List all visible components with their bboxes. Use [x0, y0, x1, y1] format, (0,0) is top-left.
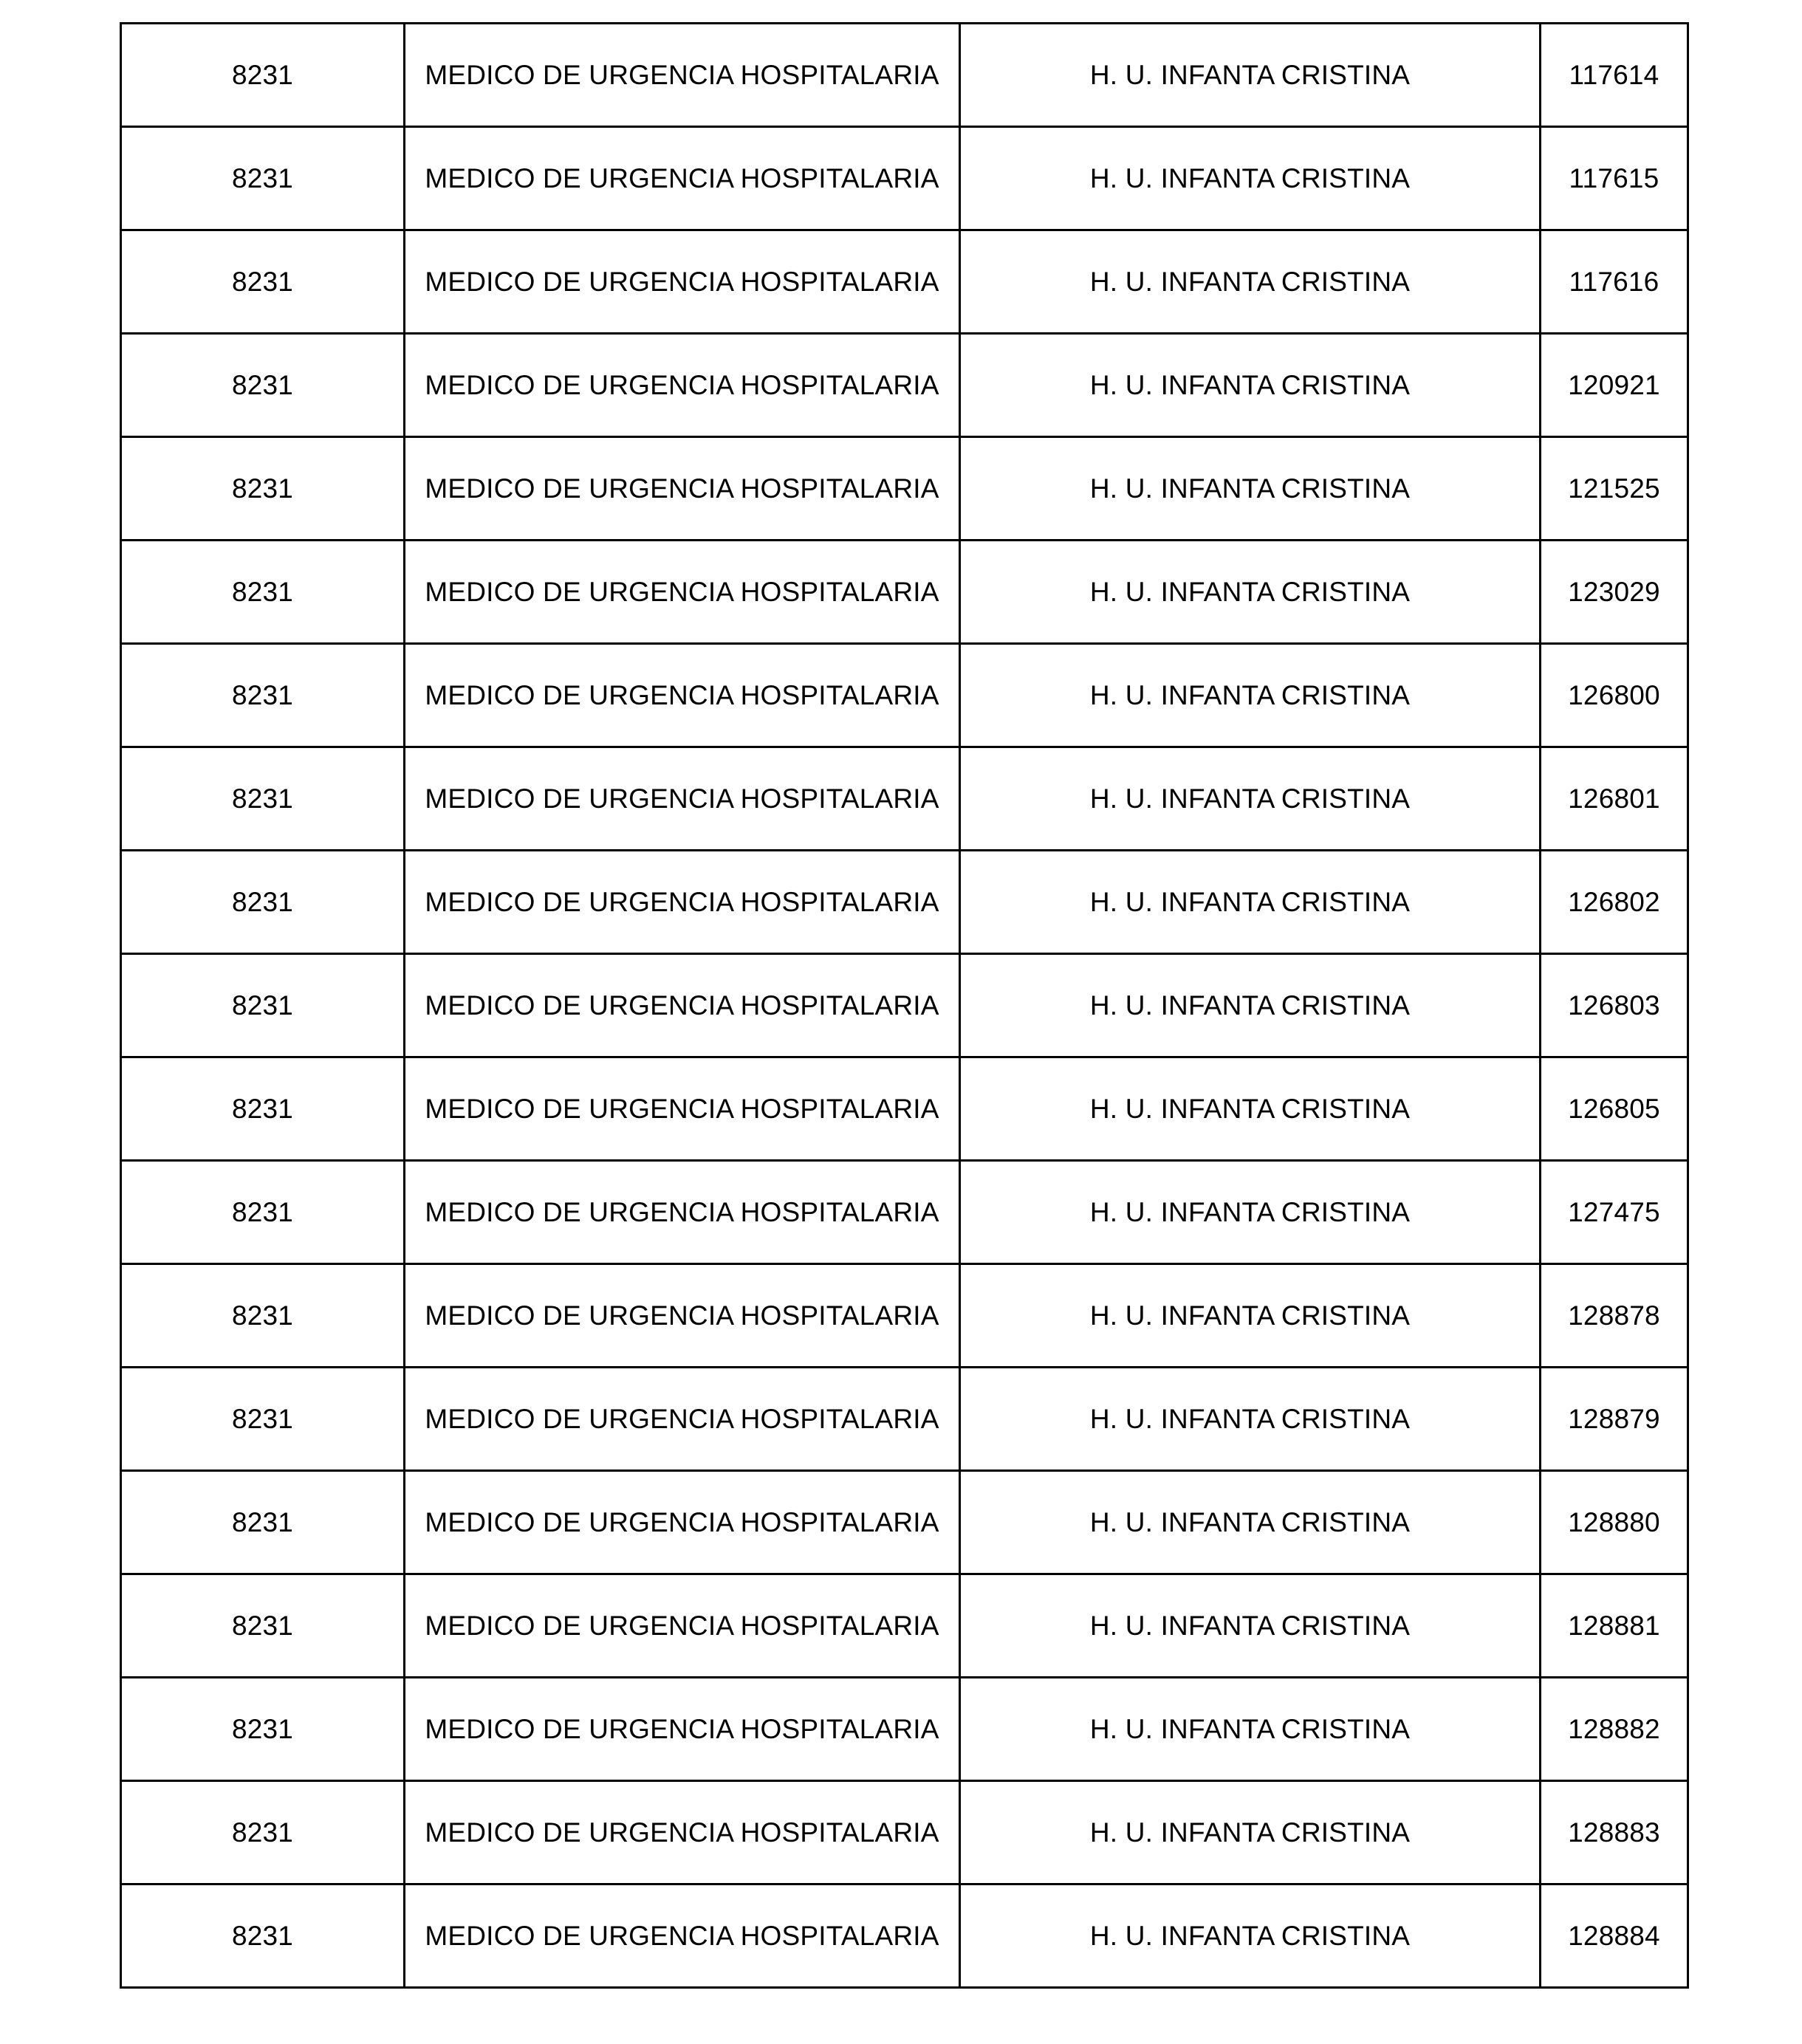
cell-id: 121525: [1541, 437, 1688, 541]
cell-id: 128883: [1541, 1781, 1688, 1884]
cell-center: H. U. INFANTA CRISTINA: [960, 644, 1541, 747]
cell-role: MEDICO DE URGENCIA HOSPITALARIA: [405, 747, 960, 851]
table-row: [121, 334, 1688, 437]
cell-code: 8231: [121, 644, 405, 747]
table-row: [121, 1678, 1688, 1781]
cell-center: H. U. INFANTA CRISTINA: [960, 541, 1541, 644]
cell-id: 117615: [1541, 127, 1688, 230]
table-row: [121, 1471, 1688, 1574]
cell-code: 8231: [121, 1264, 405, 1368]
cell-code: 8231: [121, 1678, 405, 1781]
cell-role: MEDICO DE URGENCIA HOSPITALARIA: [405, 437, 960, 541]
cell-code: 8231: [121, 1781, 405, 1884]
cell-id: 128882: [1541, 1678, 1688, 1781]
cell-role: MEDICO DE URGENCIA HOSPITALARIA: [405, 1161, 960, 1264]
cell-code: 8231: [121, 230, 405, 334]
table-row: [121, 1264, 1688, 1368]
cell-center: H. U. INFANTA CRISTINA: [960, 1057, 1541, 1161]
cell-role: MEDICO DE URGENCIA HOSPITALARIA: [405, 1057, 960, 1161]
table-row: [121, 1161, 1688, 1264]
cell-role: MEDICO DE URGENCIA HOSPITALARIA: [405, 1368, 960, 1471]
table-row: [121, 541, 1688, 644]
table-row: [121, 747, 1688, 851]
cell-role: MEDICO DE URGENCIA HOSPITALARIA: [405, 127, 960, 230]
cell-id: 126800: [1541, 644, 1688, 747]
table-row: [121, 1057, 1688, 1161]
cell-code: 8231: [121, 1574, 405, 1678]
cell-role: MEDICO DE URGENCIA HOSPITALARIA: [405, 1471, 960, 1574]
cell-id: 126805: [1541, 1057, 1688, 1161]
table-row: [121, 1781, 1688, 1884]
cell-role: MEDICO DE URGENCIA HOSPITALARIA: [405, 954, 960, 1057]
cell-id: 126802: [1541, 851, 1688, 954]
table-row: [121, 644, 1688, 747]
table-row: [121, 127, 1688, 230]
table-row: [121, 437, 1688, 541]
cell-role: MEDICO DE URGENCIA HOSPITALARIA: [405, 1678, 960, 1781]
cell-code: 8231: [121, 127, 405, 230]
cell-code: 8231: [121, 541, 405, 644]
cell-center: H. U. INFANTA CRISTINA: [960, 1678, 1541, 1781]
cell-id: 128881: [1541, 1574, 1688, 1678]
cell-code: 8231: [121, 851, 405, 954]
cell-code: 8231: [121, 1368, 405, 1471]
cell-center: H. U. INFANTA CRISTINA: [960, 334, 1541, 437]
cell-code: 8231: [121, 334, 405, 437]
cell-role: MEDICO DE URGENCIA HOSPITALARIA: [405, 1884, 960, 1988]
cell-center: H. U. INFANTA CRISTINA: [960, 437, 1541, 541]
cell-center: H. U. INFANTA CRISTINA: [960, 127, 1541, 230]
table-row: [121, 24, 1688, 127]
cell-role: MEDICO DE URGENCIA HOSPITALARIA: [405, 644, 960, 747]
cell-center: H. U. INFANTA CRISTINA: [960, 851, 1541, 954]
cell-role: MEDICO DE URGENCIA HOSPITALARIA: [405, 24, 960, 127]
cell-id: 128884: [1541, 1884, 1688, 1988]
cell-code: 8231: [121, 437, 405, 541]
cell-code: 8231: [121, 1161, 405, 1264]
cell-role: MEDICO DE URGENCIA HOSPITALARIA: [405, 334, 960, 437]
cell-id: 126801: [1541, 747, 1688, 851]
cell-code: 8231: [121, 1471, 405, 1574]
positions-table: [120, 22, 1689, 1989]
table-row: [121, 954, 1688, 1057]
cell-role: MEDICO DE URGENCIA HOSPITALARIA: [405, 851, 960, 954]
cell-code: 8231: [121, 1884, 405, 1988]
cell-id: 126803: [1541, 954, 1688, 1057]
cell-id: 127475: [1541, 1161, 1688, 1264]
cell-code: 8231: [121, 954, 405, 1057]
cell-id: 128878: [1541, 1264, 1688, 1368]
cell-code: 8231: [121, 1057, 405, 1161]
cell-center: H. U. INFANTA CRISTINA: [960, 1781, 1541, 1884]
cell-center: H. U. INFANTA CRISTINA: [960, 1884, 1541, 1988]
cell-id: 123029: [1541, 541, 1688, 644]
table-row: [121, 1884, 1688, 1988]
cell-id: 128880: [1541, 1471, 1688, 1574]
cell-role: MEDICO DE URGENCIA HOSPITALARIA: [405, 230, 960, 334]
cell-center: H. U. INFANTA CRISTINA: [960, 1368, 1541, 1471]
cell-center: H. U. INFANTA CRISTINA: [960, 954, 1541, 1057]
cell-code: 8231: [121, 24, 405, 127]
cell-role: MEDICO DE URGENCIA HOSPITALARIA: [405, 541, 960, 644]
cell-center: H. U. INFANTA CRISTINA: [960, 24, 1541, 127]
cell-center: H. U. INFANTA CRISTINA: [960, 747, 1541, 851]
cell-id: 117616: [1541, 230, 1688, 334]
table-row: [121, 1574, 1688, 1678]
cell-id: 128879: [1541, 1368, 1688, 1471]
cell-center: H. U. INFANTA CRISTINA: [960, 1471, 1541, 1574]
cell-role: MEDICO DE URGENCIA HOSPITALARIA: [405, 1264, 960, 1368]
cell-center: H. U. INFANTA CRISTINA: [960, 230, 1541, 334]
cell-center: H. U. INFANTA CRISTINA: [960, 1161, 1541, 1264]
cell-code: 8231: [121, 747, 405, 851]
table-row: [121, 230, 1688, 334]
table-body: [121, 24, 1688, 1988]
cell-id: 117614: [1541, 24, 1688, 127]
cell-center: H. U. INFANTA CRISTINA: [960, 1574, 1541, 1678]
cell-center: H. U. INFANTA CRISTINA: [960, 1264, 1541, 1368]
cell-role: MEDICO DE URGENCIA HOSPITALARIA: [405, 1781, 960, 1884]
table-row: [121, 1368, 1688, 1471]
table-row: [121, 851, 1688, 954]
cell-role: MEDICO DE URGENCIA HOSPITALARIA: [405, 1574, 960, 1678]
cell-id: 120921: [1541, 334, 1688, 437]
